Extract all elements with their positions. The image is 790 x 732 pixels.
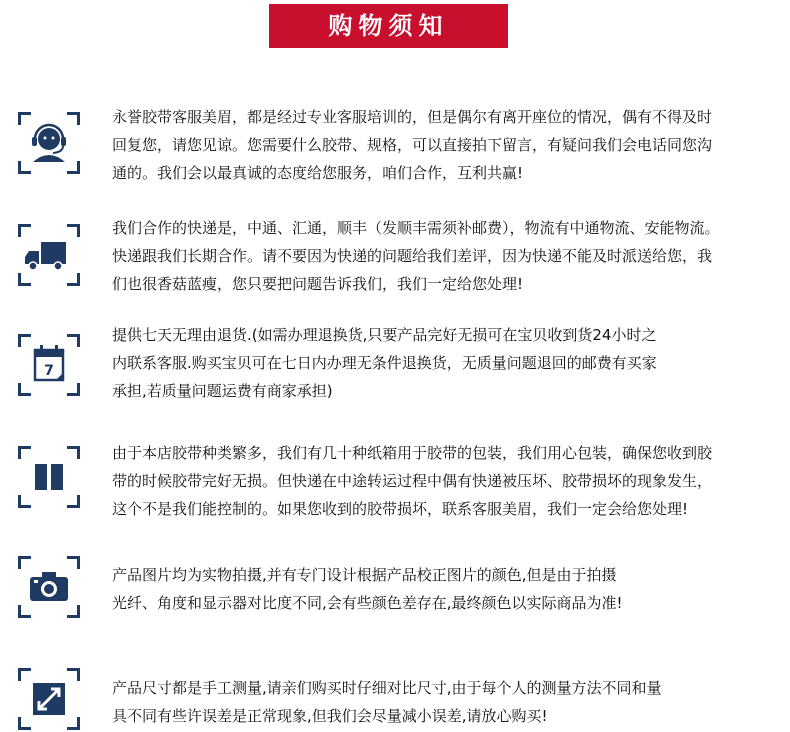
icon-frame (18, 112, 80, 174)
icon-frame (18, 334, 80, 396)
section-line: 快递跟我们长期合作。请不要因为快递的问题给我们差评，因为快递不能及时派送给您，我 (112, 247, 713, 265)
section-line: 带的时候胶带完好无损。但快递在中途转运过程中偶有快递被压坏、胶带损坏的现象发生， (112, 472, 713, 490)
section-line: 我们合作的快递是，中通、汇通，顺丰（发顺丰需须补邮费），物流有中通物流、安能物流。 (112, 219, 720, 237)
calendar-icon (18, 334, 80, 396)
section-line: 光纤、角度和显示器对比度不同,会有些颜色差存在,最终颜色以实际商品为准! (112, 594, 623, 612)
resize-arrow-icon (18, 668, 80, 730)
section-line: 承担,若质量问题运费有商家承担) (112, 382, 333, 400)
package-icon (18, 446, 80, 508)
section-line: 回复您，请您见谅。您需要什么胶带、规格，可以直接拍下留言，有疑问我们会电话同您沟 (112, 136, 713, 154)
customer-service-icon (18, 112, 80, 174)
camera-icon (18, 556, 80, 618)
section-line: 永誉胶带客服美眉，都是经过专业客服培训的，但是偶尔有离开座位的情况，偶有不得及时 (112, 108, 713, 126)
section-line: 这个不是我们能控制的。如果您收到的胶带损坏，联系客服美眉，我们一定会给您处理! (112, 500, 689, 518)
section-line: 产品图片均为实物拍摄,并有专门设计根据产品校正图片的颜色,但是由于拍摄 (112, 566, 617, 584)
delivery-truck-icon (18, 224, 80, 286)
section-line: 们也很香菇蓝瘦，您只要把问题告诉我们，我们一定给您处理! (112, 275, 524, 293)
icon-frame (18, 224, 80, 286)
section-line: 通的。我们会以最真诚的态度给您服务，咱们合作，互利共赢! (112, 164, 524, 182)
section-line: 由于本店胶带种类繁多，我们有几十种纸箱用于胶带的包装，我们用心包装，确保您收到胶 (112, 444, 713, 462)
section-line: 提供七天无理由退货.(如需办理退换货,只要产品完好无损可在宝贝收到货24小时之 (112, 326, 657, 344)
icon-frame (18, 446, 80, 508)
calendar-day: 7 (44, 363, 54, 379)
icon-frame (18, 668, 80, 730)
icon-frame (18, 556, 80, 618)
section-line: 内联系客服.购买宝贝可在七日内办理无条件退换货，无质量问题退回的邮费有买家 (112, 354, 657, 372)
section-line: 产品尺寸都是手工测量,请亲们购买时仔细对比尺寸,由于每个人的测量方法不同和量 (112, 679, 662, 697)
section-line: 具不同有些许误差是正常现象,但我们会尽量减小误差,请放心购买! (112, 707, 548, 725)
page-title: 购物须知 (269, 4, 508, 48)
